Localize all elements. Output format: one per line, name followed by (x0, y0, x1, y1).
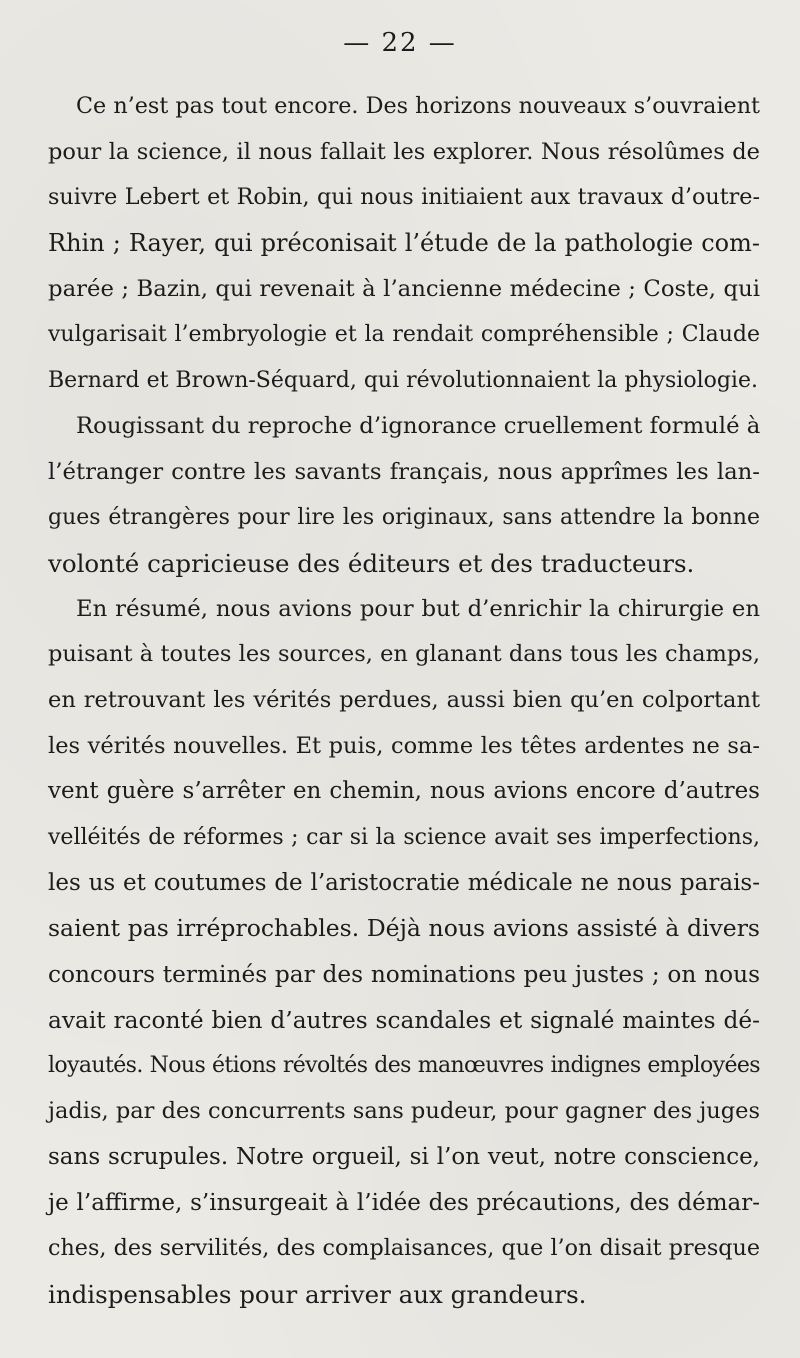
text-line: sans scrupules. Notre orgueil, si l’on veut, notre conscience, (48, 1143, 760, 1170)
body-text (48, 84, 760, 1318)
text-line: jadis, par des concurrents sans pudeur, pour gagner des juges (48, 1098, 761, 1125)
text-line: Rougissant du reproche d’ignorance cruellement formulé à (76, 412, 761, 439)
text-line: les vérités nouvelles. Et puis, comme les têtes ardentes ne sa- (48, 732, 760, 759)
text-line: l’étranger contre les savants français, nous apprîmes les lan- (48, 458, 760, 485)
text-line: puisant à toutes les sources, en glanant dans tous les champs, (48, 641, 760, 668)
text-line: Ce n’est pas tout encore. Des horizons nouveaux s’ouvraient (76, 93, 760, 119)
text-line: en retrouvant les vérités perdues, aussi bien qu’en colportant (48, 686, 760, 713)
text-line: Rhin ; Rayer, qui préconisait l’étude de la pathologie com- (48, 229, 760, 258)
text-line: saient pas irréprochables. Déjà nous avions assisté à divers (48, 914, 760, 943)
text-line: parée ; Bazin, qui revenait à l’ancienne médecine ; Coste, qui (48, 275, 760, 302)
text-line: pour la science, il nous fallait les explorer. Nous résolûmes de (48, 138, 760, 165)
text-line: volonté capricieuse des éditeurs et des traducteurs. (48, 548, 695, 578)
text-line: concours terminés par des nominations peu justes ; on nous (48, 961, 760, 989)
text-line: En résumé, nous avions pour but d’enrichir la chirurgie en (76, 595, 760, 622)
text-line: velléités de réformes ; car si la science avait ses imperfections, (48, 825, 760, 850)
text-line: vent guère s’arrêter en chemin, nous avions encore d’autres (48, 778, 760, 805)
text-line: gues étrangères pour lire les originaux, sans attendre la bonne (48, 505, 760, 531)
page-number: — 22 — (343, 28, 457, 58)
text-line: indispensables pour arriver aux grandeurs. (48, 1279, 587, 1309)
text-line: suivre Lebert et Robin, qui nous initiaient aux travaux d’outre- (48, 184, 760, 211)
text-line: avait raconté bien d’autres scandales et signalé maintes dé- (48, 1006, 760, 1034)
text-line: Bernard et Brown-Séquard, qui révolutionnaient la physiologie. (48, 368, 758, 394)
text-line: les us et coutumes de l’aristocratie médicale ne nous parais- (48, 869, 760, 896)
text-line: vulgarisait l’embryologie et la rendait compréhensible ; Claude (48, 322, 760, 348)
text-line: loyautés. Nous étions révoltés des manœuvres indignes employées (48, 1053, 760, 1079)
text-line: ches, des servilités, des complaisances, que l’on disait presque (48, 1235, 760, 1262)
text-line: je l’affirme, s’insurgeait à l’idée des précautions, des démar- (48, 1189, 760, 1216)
